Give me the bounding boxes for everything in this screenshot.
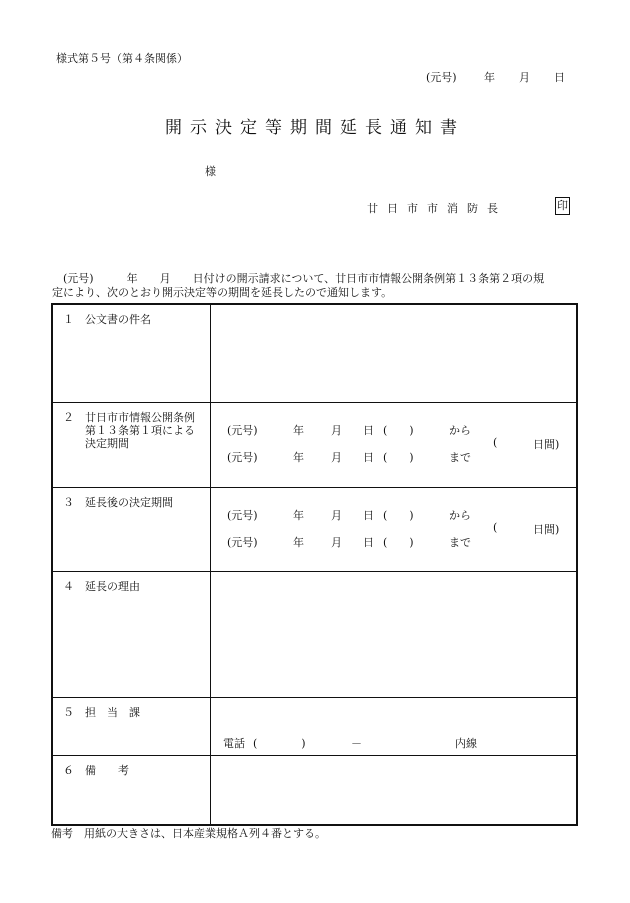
month-label: 月 [331,535,342,549]
day-label: 日 [363,535,374,549]
weekday-paren: ( ) [383,423,414,437]
row-number: ２ [63,410,74,424]
extended-period-field[interactable] [211,487,578,571]
date-day: 日 [554,71,565,84]
days-open-paren: ( [493,435,498,449]
weekday-paren: ( ) [383,508,414,522]
weekday-paren: ( ) [383,535,414,549]
table-row [52,402,577,487]
footer-note: 備考 用紙の大きさは、日本産業規格Ａ列４番とする。 [51,827,326,840]
row-label-cell [52,304,211,402]
month-label: 月 [331,423,342,437]
phone-label: 電話 [223,736,245,750]
days-label: 日間) [533,437,560,451]
row-number: ４ [63,579,74,593]
period-from-line [227,507,489,523]
day-label: 日 [363,423,374,437]
table-row [52,755,577,825]
from-label: から [449,423,471,437]
row-label-cell [52,571,211,697]
document-title: 開示決定等期間延長通知書 [165,118,465,138]
weekday-paren: ( ) [383,450,414,464]
row-number: ６ [63,763,74,777]
remarks-field[interactable] [211,755,578,825]
row-label: 備 考 [85,763,129,777]
period-to-line [227,534,489,550]
intro-line-1: (元号) 年 月 日付けの開示請求について、廿日市市情報公開条例第１３条第２項の規 [52,272,545,285]
to-label: まで [449,450,471,464]
year-label: 年 [293,508,304,522]
era-label: (元号) [227,450,258,464]
row-number: ５ [63,705,74,719]
phone-dash: － [351,736,362,750]
date-era: (元号) [426,71,457,84]
day-label: 日 [363,450,374,464]
from-label: から [449,508,471,522]
table-row [52,487,577,571]
year-label: 年 [293,423,304,437]
days-count [493,521,559,537]
year-label: 年 [293,450,304,464]
form-number: 様式第５号（第４条関係） [56,52,188,65]
table-row [52,697,577,755]
period-from-line [227,422,489,438]
extension-label: 内線 [455,736,477,750]
days-label: 日間) [533,522,560,536]
row-number: １ [63,313,74,326]
notice-table [51,303,578,826]
period-to-line [227,449,489,465]
row-label: 担 当 課 [85,705,140,719]
extension-reason-field[interactable] [211,571,578,697]
document-name-field[interactable] [211,304,578,402]
row-label-cell [52,697,211,755]
day-label: 日 [363,508,374,522]
days-count [493,436,559,452]
row-label: 延長後の決定期間 [85,495,173,509]
date-year: 年 [484,71,495,84]
row-label: 公文書の件名 [85,313,151,326]
intro-line-2: 定により、次のとおり開示決定等の期間を延長したので通知します。 [52,286,393,299]
row-label-cell [52,755,211,825]
table-row [52,304,577,402]
to-label: まで [449,535,471,549]
row-number: ３ [63,495,74,509]
date-line [426,69,565,85]
phone-line [223,735,477,751]
intro-paragraph [52,272,587,300]
decision-period-field[interactable] [211,402,578,487]
addressee-honorific: 様 [205,165,216,178]
sender-name: 廿日市市消防長 [367,202,507,215]
year-label: 年 [293,535,304,549]
department-field[interactable] [211,697,578,755]
phone-area-paren: ( ) [253,736,306,750]
table-row [52,571,577,697]
era-label: (元号) [227,423,258,437]
date-month: 月 [519,71,530,84]
era-label: (元号) [227,508,258,522]
days-open-paren: ( [493,520,498,534]
row-label-cell [52,402,211,487]
row-label: 廿日市市情報公開条例第１３条第１項による決定期間 [85,410,195,450]
month-label: 月 [331,450,342,464]
era-label: (元号) [227,535,258,549]
row-label-cell [52,487,211,571]
seal-stamp-box: 印 [555,197,570,215]
month-label: 月 [331,508,342,522]
row-label: 延長の理由 [85,579,140,593]
